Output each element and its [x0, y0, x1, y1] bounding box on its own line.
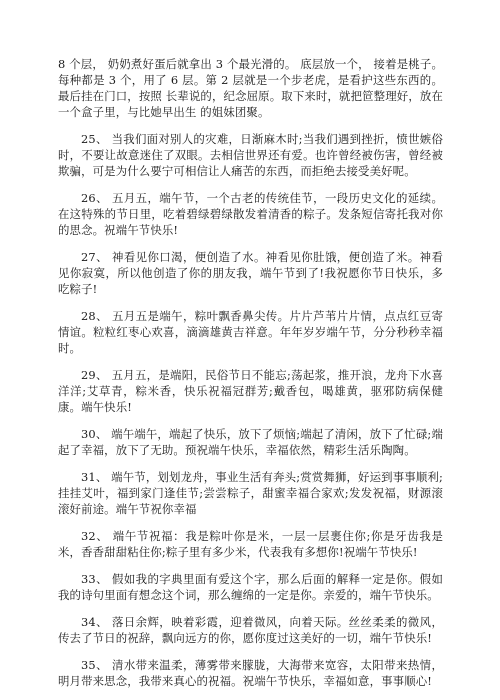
paragraph-35: 35、 清水带来温柔，薄雾带来朦胧，大海带来宽容，太阳带来热情，明月带来思念，我带来真心的祝福。祝端午节快乐，幸福如意，事事顺心!: [58, 658, 443, 688]
paragraph-30: 30、 端午端午，端起了快乐，放下了烦恼;端起了清闲，放下了忙碌;端起了幸福，放下了无助。预祝端午快乐，幸福依然，精彩生活乐陶陶。: [58, 427, 443, 457]
paragraph-34: 34、 落日余辉，映着彩霞，迎着微风，向着天际。丝丝柔柔的微风，传去了节日的祝辞，飘向远方的你，愿你度过这美好的一切，端午节快乐!: [58, 615, 443, 645]
paragraph-26: 26、 五月五，端午节，一个古老的传统佳节，一段历史文化的延续。在这特殊的节日里，吃着碧绿碧绿散发着清香的粽子。发条短信寄托我对你的思念。祝端午节快乐!: [58, 191, 443, 237]
paragraph-33: 33、 假如我的字典里面有爱这个字，那么后面的解释一定是你。假如我的诗句里面有想念这个词，那么缠绵的一定是你。亲爱的，端午节快乐。: [58, 572, 443, 602]
paragraph-intro: 8 个层， 奶奶煮好蛋后就拿出 3 个最光滑的。 底层放一个， 接着是桃子。每种都是 3 个，用了 6 层。第 2 层就是一个步老虎，是看护这些东西的。最后挂在门口，按照 长辈说的，纪念屈原。取下来时，就把笸整理好，放在一个盒子里，与比她早出生 的姐妹团聚。: [58, 57, 443, 119]
paragraph-31: 31、 端午节，划划龙舟，事业生活有奔头;赏赏舞狮，好运到事事顺利;挂挂艾叶，福到家门逢佳节;尝尝粽子，甜蜜幸福合家欢;发发祝福，财源滚滚好前途。端午节祝你幸福: [58, 470, 443, 516]
paragraph-29: 29、 五月五，是端阳，民俗节日不能忘;荡起浆，推开浪，龙舟下水喜洋洋;艾草青，粽米香，快乐祝福冠群芳;戴香包，喝雄黄，驱邪防病保健康。端午快乐!: [58, 368, 443, 414]
paragraph-32: 32、 端午节祝福：我是粽叶你是米，一层一层裹住你;你是牙齿我是米，香香甜甜粘住你;粽子里有多少米，代表我有多想你!祝端午节快乐!: [58, 529, 443, 559]
paragraph-28: 28、 五月五是端午，粽叶飘香鼻尖传。片片芦苇片片情，点点红豆寄情谊。粒粒红枣心欢喜，滴滴雄黄吉祥意。年年岁岁端午节，分分秒秒幸福时。: [58, 309, 443, 355]
paragraph-27: 27、 神看见你口渴，便创造了水。神看见你肚饿，便创造了米。神看见你寂寞，所以他创造了你的朋友我，端午节到了!我祝愿你节日快乐，多吃粽子!: [58, 250, 443, 296]
paragraph-25: 25、 当我们面对别人的灾难，日渐麻木时;当我们遇到挫折，愤世嫉俗时，不要让故意迷住了双眼。去相信世界还有爱。也许曾经被伤害，曾经被欺骗，可是为什么要宁可相信让人痛苦的东西，而拒绝去接受美好呢。: [58, 132, 443, 178]
document-body: [58, 56, 443, 700]
